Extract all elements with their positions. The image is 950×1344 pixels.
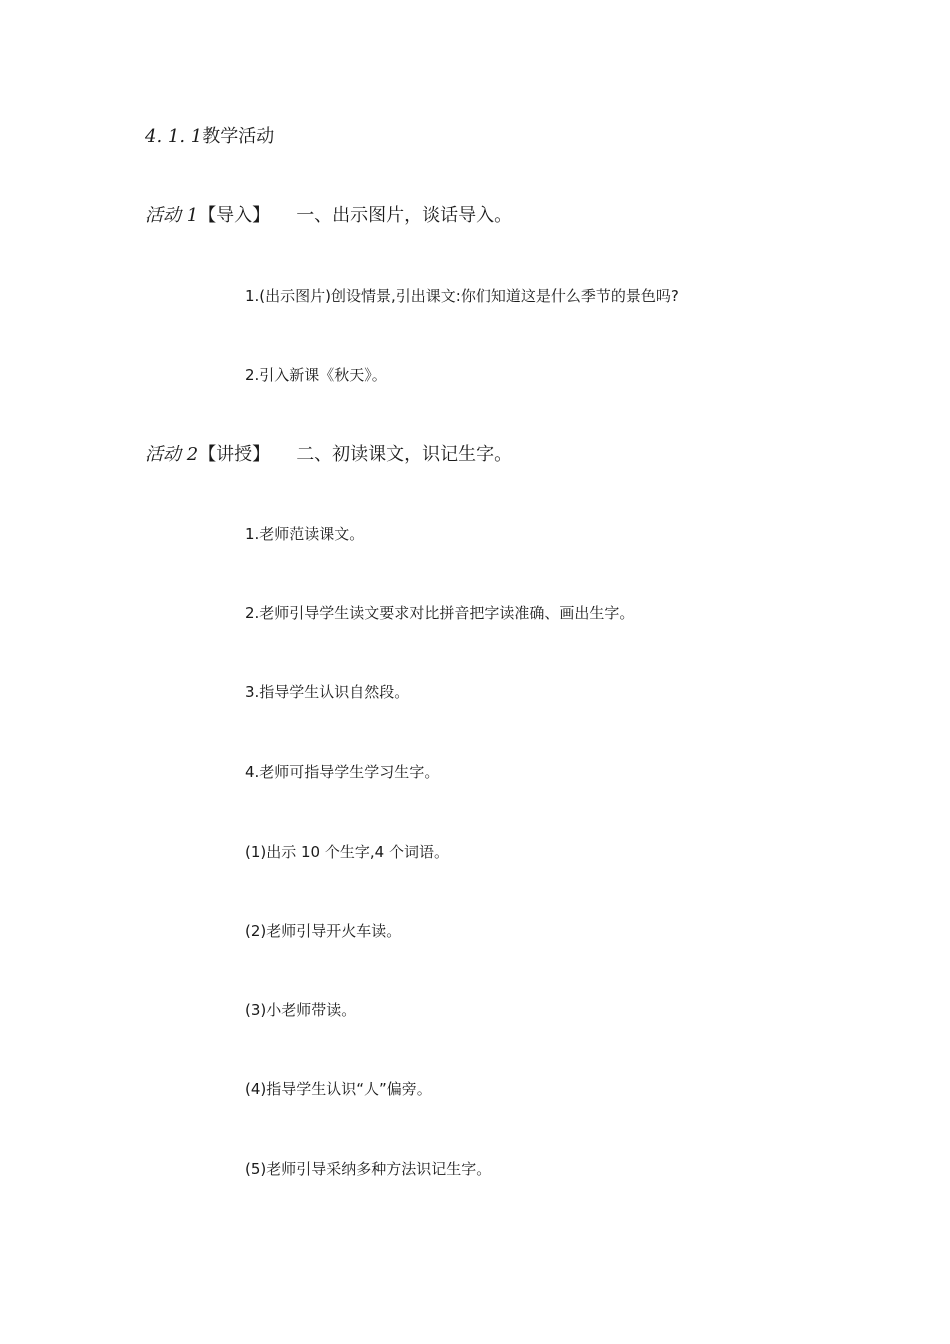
activity-2-heading <box>145 446 512 464</box>
activity-1-bracket: 【导入】 <box>198 205 271 226</box>
activity-2-item: (5)老师引导采纳多种方法识记生字。 <box>245 1160 492 1178</box>
activity-2-item: (3)小老师带读。 <box>245 1001 357 1019</box>
section-number: 4. 1. 1 <box>145 126 203 147</box>
activity-2-tag: 活动 2 <box>145 444 199 465</box>
activity-1-item: 2.引入新课《秋天》。 <box>245 366 387 384</box>
activity-2-bracket: 【讲授】 <box>198 444 271 465</box>
activity-2-item: (2)老师引导开火车读。 <box>245 922 402 940</box>
section-heading <box>145 128 274 146</box>
activity-2-item: 2.老师引导学生读文要求对比拼音把字读准确、画出生字。 <box>245 604 635 622</box>
activity-2-item: 4.老师可指导学生学习生字。 <box>245 763 440 781</box>
activity-1-tag: 活动 1 <box>145 205 199 226</box>
activity-1-item: 1.(出示图片)创设情景,引出课文:你们知道这是什么季节的景色吗? <box>245 287 679 305</box>
activity-2-item: 1.老师范读课文。 <box>245 525 365 543</box>
activity-2-item: 3.指导学生认识自然段。 <box>245 683 410 701</box>
activity-1-desc: 一、出示图片，谈话导入。 <box>296 205 513 226</box>
activity-2-desc: 二、初读课文，识记生字。 <box>296 444 513 465</box>
activity-2-item: (1)出示 10 个生字,4 个词语。 <box>245 843 449 861</box>
activity-1-heading <box>145 207 512 225</box>
section-title: 教学活动 <box>202 126 275 147</box>
activity-2-item: (4)指导学生认识“人”偏旁。 <box>245 1080 432 1098</box>
